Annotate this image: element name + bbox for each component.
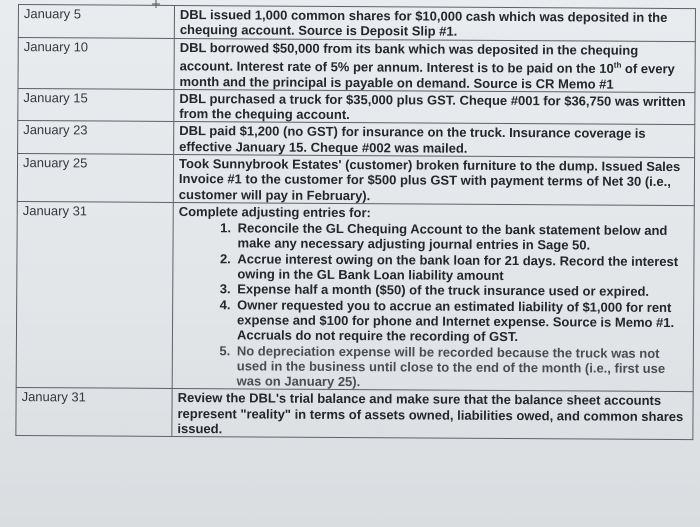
row-date: January 23 (18, 121, 174, 155)
adjusting-heading: Complete adjusting entries for: (178, 203, 371, 221)
row-description: DBL paid $1,200 (no GST) for insurance on the truck. Insurance coverage is effective January 15. Cheque #002 was mailed. (174, 122, 695, 158)
row-date: January 25 (17, 154, 173, 203)
list-item: 4. Owner requested you to accrue an estimated liability of $1,000 for rent expense and $100 for phone and Internet expense. Source is Memo #1. Accruals do not require the recording of GST. (234, 297, 689, 346)
row-description: DBL borrowed $50,000 from its bank which was deposited in the chequing account. Interest rate of 5% per annum. Interest is to be paid on the 10th of every month and the principal is payable on demand. Source is CR Memo #1 (174, 38, 695, 92)
table-row (18, 5, 695, 42)
row-date: January 31 (16, 388, 172, 437)
adjusting-list (178, 220, 690, 391)
table-row (18, 121, 695, 158)
table-row (16, 388, 693, 440)
transaction-table (15, 4, 696, 440)
row-description: Took Sunnybrook Estates' (customer) broken furniture to the dump. Issued Sales Invoice #1 to the customer for $500 plus GST with payment terms of Net 30 (i.e., customer will pay in February). (173, 154, 694, 205)
row-date: January 15 (18, 88, 174, 122)
list-item: 2. Accrue interest owing on the bank loan for 21 days. Record the interest owing in the GL Bank Loan liability amount (234, 251, 689, 284)
row-description: Review the DBL's trial balance and make sure that the balance sheet accounts represent "reality" in terms of assets owned, liabilities owed, and common shares issued. (172, 389, 693, 440)
table-row (17, 154, 694, 206)
list-item: 1. Reconcile the GL Chequing Account to the bank statement below and make any necessary adjusting journal entries in Sage 50. (234, 221, 689, 254)
list-item: 5. No depreciation expense will be recorded because the truck was not used in the business until close to the end of the month (i.e., first use was on January 25). (234, 343, 689, 392)
row-description: DBL issued 1,000 common shares for $10,000 cash which was deposited in the chequing account. Source is Deposit Slip #1. (174, 5, 695, 41)
row-date: January 31 (16, 201, 173, 389)
row-description (172, 202, 694, 392)
row-date: January 10 (18, 37, 174, 89)
row-date: January 5 (18, 5, 174, 39)
ordinal-suffix: th (613, 60, 622, 70)
table-row (18, 37, 695, 92)
list-item: 3. Expense half a month ($50) of the truck insurance used or expired. (234, 282, 689, 300)
table-row (16, 201, 694, 392)
table-row (18, 88, 695, 125)
row-description: DBL purchased a truck for $35,000 plus GST. Cheque #001 for $36,750 was written from the chequing account. (174, 89, 695, 125)
